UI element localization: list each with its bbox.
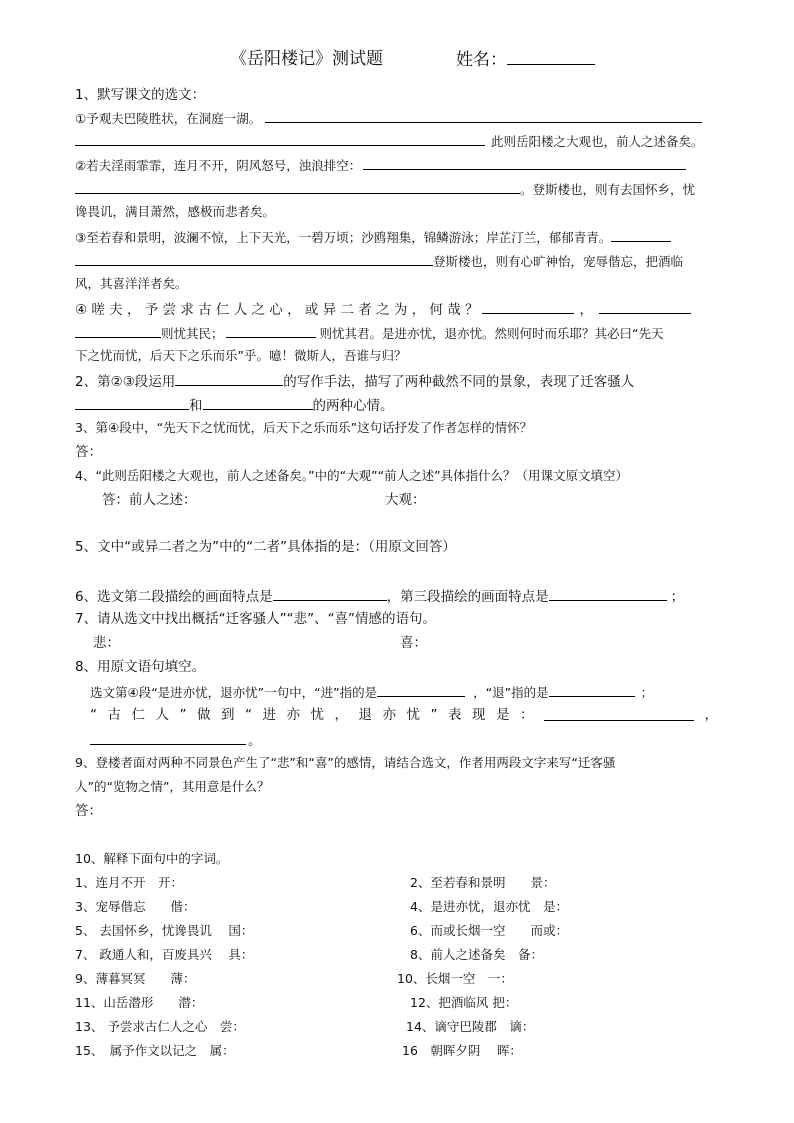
q8-char: 忧	[310, 707, 324, 723]
q10-item: 2、至若春和景明 景：	[410, 875, 556, 890]
q1-label: 1、默写课文的选文：	[75, 87, 206, 103]
page-title	[230, 50, 383, 68]
q6-text-b: ，第三段描绘的画面特点是	[386, 589, 549, 605]
q1-b1-blank[interactable]	[363, 155, 686, 170]
q6-line	[75, 586, 684, 606]
q6-text-c: ；	[670, 589, 685, 605]
q1-d2-text-b: 则忧其君。是进亦忧，退亦忧。然则何时而乐耶？其必曰“先天	[319, 326, 664, 341]
q8-char: 做	[197, 707, 211, 723]
q10-title: 10、解释下面句中的字词。	[75, 851, 229, 866]
q10-item: 5、 去国怀乡，忧谗畏讥 国：	[75, 923, 254, 938]
q10-item: 8、前人之述备矣 备：	[410, 947, 543, 962]
q1-b1	[75, 155, 686, 175]
q6-text-a: 6、选文第二段描绘的画面特点是	[75, 589, 273, 605]
name-label: 姓名：	[456, 50, 507, 70]
q1-c3: 风，其喜洋洋者矣。	[75, 276, 188, 291]
q10-item: 1、连月不开 开：	[75, 875, 183, 890]
q1-a1-blank[interactable]	[265, 108, 702, 123]
title-text: 《岳阳楼记》测试题	[230, 49, 383, 69]
q8-text-b: ，“退”指的是	[473, 685, 549, 700]
q1-d2-text-a: 则忧其民；	[161, 326, 224, 341]
q8-char: 亦	[382, 707, 396, 723]
q1-b2	[75, 179, 695, 199]
q8-char: ”	[179, 707, 187, 723]
q10-item: 12、把酒临风 把：	[410, 995, 518, 1010]
q8-char: ：	[520, 707, 534, 723]
q2-text-b: 的写作手法，描写了两种截然不同的景象，表现了迁客骚人	[283, 374, 635, 390]
q4-text: 4、“此则岳阳楼之大观也，前人之述备矣。”中的“大观”“前人之述”具体指什么？（用课文原文填空）	[75, 468, 629, 483]
q8-text-c: ；	[640, 685, 654, 700]
q2-blank1[interactable]	[175, 371, 283, 386]
q6-blank2[interactable]	[549, 586, 667, 601]
q3-answer: 答：	[75, 444, 102, 460]
q8-line2	[90, 706, 718, 724]
q1-b3: 谗畏讥，满目萧然，感极而悲者矣。	[75, 204, 276, 219]
q1-d1-blank1[interactable]	[482, 299, 574, 314]
q7-text: 7、请从选文中找出概括“迁客骚人”“悲”、“喜”情感的语句。	[75, 611, 437, 627]
q5-text: 5、文中“或异二者之为”中的“二者”具体指的是：（用原文回答）	[75, 539, 456, 555]
q10-item: 9、薄暮冥冥 薄：	[75, 971, 196, 986]
q8-char: ”	[430, 707, 438, 723]
q8-char: ，	[704, 707, 718, 723]
q8-char: 人	[155, 707, 169, 723]
q9-line2: 人”的“览物之情”，其用意是什么？	[75, 779, 270, 794]
q10-item: 13、 予尝求古仁人之心 尝：	[75, 1019, 245, 1034]
q8-blank2[interactable]	[549, 682, 635, 697]
name-blank[interactable]	[507, 50, 595, 65]
q8-text-a: 选文第④段“是进亦忧，退亦忧”一句中，“进”指的是	[90, 685, 378, 700]
q1-d3: 下之忧而忧，后天下之乐而乐”乎。噫！微斯人，吾谁与归？	[75, 348, 407, 363]
q10-item: 10、长烟一空 一：	[397, 971, 513, 986]
q3-text: 3、第④段中，“先天下之忧而忧，后天下之乐而乐”这句话抒发了作者怎样的情怀？	[75, 420, 533, 435]
q1-b2-blank[interactable]	[75, 179, 520, 194]
q1-a1-text: ①予观夫巴陵胜状，在洞庭一湖。	[75, 111, 262, 126]
q8-char: 古	[107, 707, 121, 723]
q10-item: 16 朝晖夕阴 晖：	[402, 1043, 522, 1058]
q2-text-a: 2、第②③段运用	[75, 374, 176, 390]
q8-text-end: 。	[248, 733, 262, 749]
q8-char: ，	[334, 707, 348, 723]
q8-line1	[90, 682, 653, 702]
q2-blank3[interactable]	[203, 395, 313, 410]
q8-blank4[interactable]	[90, 730, 246, 745]
q1-c1-text: ③至若春和景明，波澜不惊，上下天光，一碧万顷；沙鸥翔集，锦鳞游泳；岸芷汀兰，郁郁青青。	[75, 230, 612, 245]
q8-char: 表	[448, 707, 462, 723]
q10-item: 6、而或长烟一空 而或：	[410, 923, 568, 938]
q2-line1	[75, 371, 634, 391]
q8-char: 进	[262, 707, 276, 723]
q8-line3	[90, 730, 262, 750]
q8-blank1[interactable]	[377, 682, 465, 697]
q9-answer: 答：	[75, 803, 102, 819]
q8-char: 是	[496, 707, 510, 723]
q1-d2-blank1[interactable]	[75, 323, 161, 338]
q8-text: 8、用原文语句填空。	[75, 659, 206, 675]
q10-item: 14、谪守巴陵郡 谪：	[406, 1019, 535, 1034]
q8-char: 退	[358, 707, 372, 723]
q8-char: 亦	[286, 707, 300, 723]
q10-item: 11、山岳潜形 潜：	[75, 995, 204, 1010]
q8-char: 仁	[131, 707, 145, 723]
q1-c2-blank[interactable]	[75, 251, 433, 266]
q1-d1	[75, 299, 691, 319]
q1-d1-blank2[interactable]	[599, 299, 691, 314]
q1-c1	[75, 227, 671, 247]
q1-d1-comma: ，	[579, 302, 594, 318]
q1-b1-text: ②若夫淫雨霏霏，连月不开，阴风怒号，浊浪排空：	[75, 158, 362, 173]
q2-text-d: 的两种心情。	[312, 398, 394, 414]
q8-char: “	[90, 707, 97, 723]
q2-blank2[interactable]	[75, 395, 189, 410]
q1-c2-text: 登斯楼也，则有心旷神怡，宠辱偕忘，把酒临	[433, 254, 684, 269]
q7-joy: 喜：	[400, 635, 427, 651]
q4-answer1: 答：前人之述：	[102, 492, 197, 508]
q8-char: “	[245, 707, 252, 723]
q1-d2-blank2[interactable]	[226, 323, 316, 338]
q1-b2-text: 。登斯楼也，则有去国怀乡，忧	[520, 182, 696, 197]
q1-a2-text: 此则岳阳楼之大观也，前人之述备矣。	[491, 134, 704, 149]
q1-a2	[75, 131, 704, 151]
q8-char: 忧	[406, 707, 420, 723]
q2-line2	[75, 395, 394, 415]
q10-item: 4、是进亦忧，退亦忧 是：	[410, 899, 568, 914]
q10-item: 3、宠辱偕忘 偕：	[75, 899, 196, 914]
q1-d2	[75, 323, 664, 343]
q9-line1: 9、登楼者面对两种不同景色产生了“悲”和“喜”的感情，请结合选文，作者用两段文字来写“迁客骚	[75, 755, 616, 770]
name-field[interactable]	[456, 50, 595, 69]
q1-a1	[75, 108, 702, 128]
q2-text-c: 和	[189, 398, 203, 414]
q8-char: 现	[472, 707, 486, 723]
q1-c2	[75, 251, 683, 271]
q10-item: 7、 政通人和，百废具兴 具：	[75, 947, 254, 962]
q6-blank1[interactable]	[273, 586, 387, 601]
q1-c1-blank[interactable]	[611, 227, 671, 242]
q1-d1-text: ④ 嗟 夫 ， 予 尝 求 古 仁 人 之 心 ， 或 异 二 者 之 为 ， 何 哉 ？	[75, 302, 479, 318]
q10-item: 15、 属予作文以记之 属：	[75, 1043, 235, 1058]
q1-a2-blank[interactable]	[75, 131, 485, 146]
q8-char: 到	[221, 707, 235, 723]
q8-blank3[interactable]	[544, 706, 694, 721]
q4-answer2: 大观：	[385, 492, 426, 508]
q7-sad: 悲：	[93, 635, 120, 651]
